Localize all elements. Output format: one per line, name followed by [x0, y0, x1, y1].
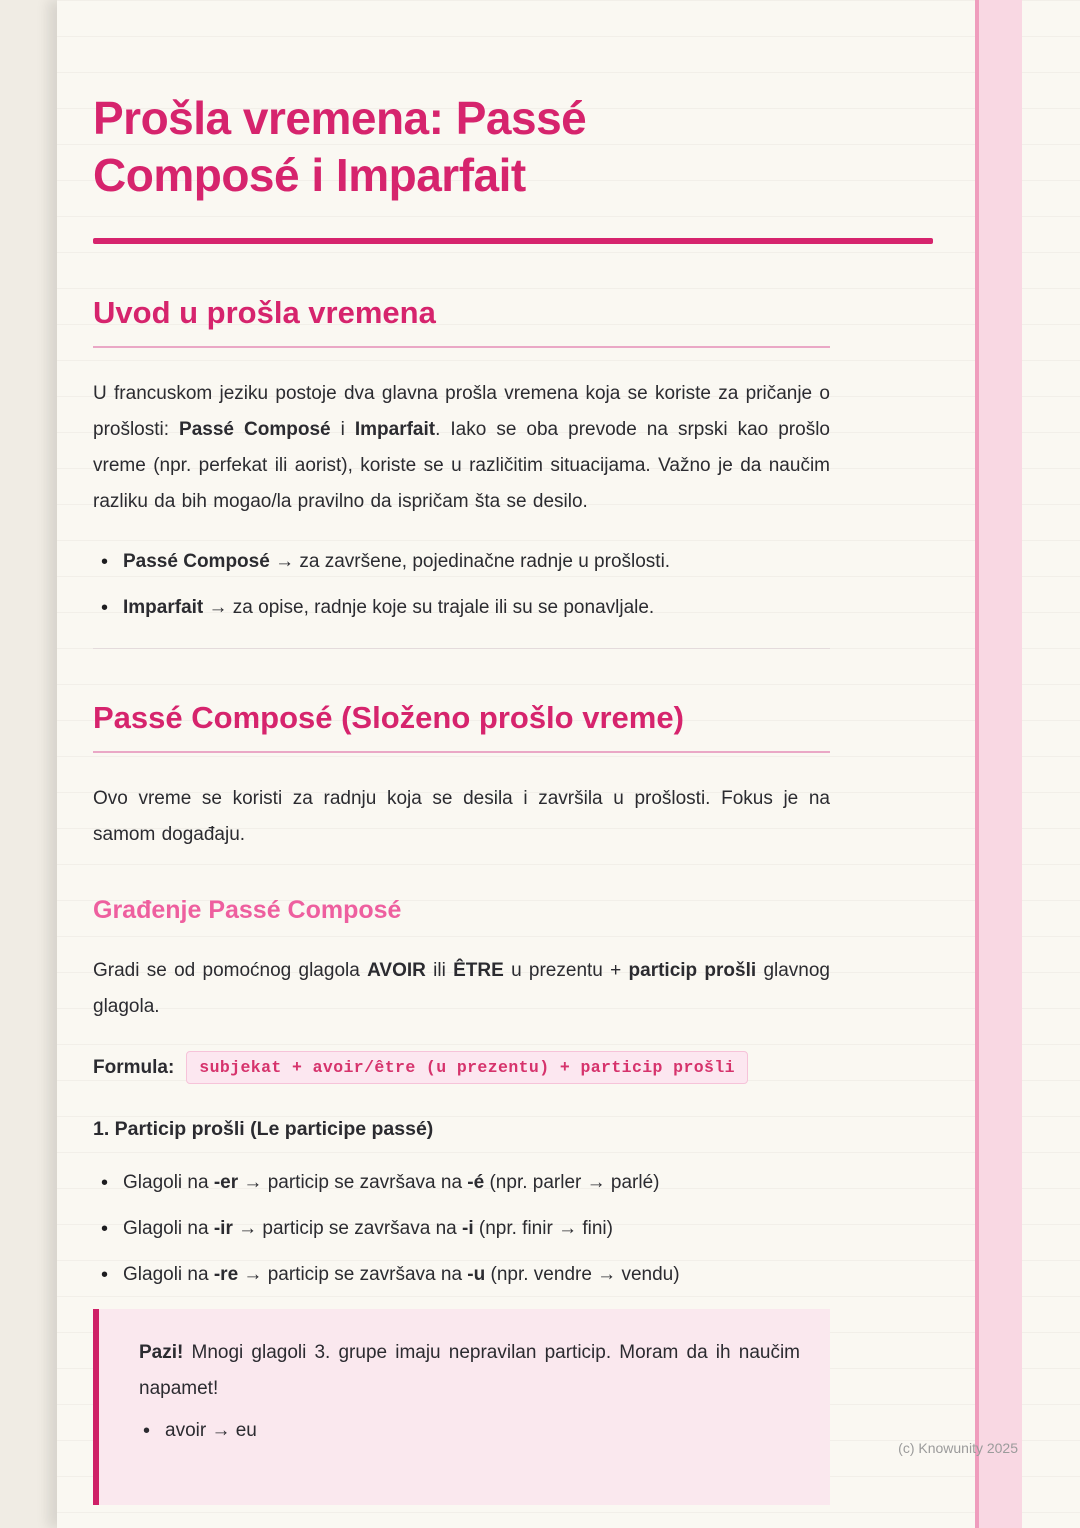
- formula-label: Formula:: [93, 1056, 175, 1078]
- intro-paragraph: [93, 376, 830, 520]
- bold-term: -i: [462, 1218, 474, 1239]
- bullet-item: • avoir → eu: [139, 1413, 800, 1449]
- bullet-text: (npr. parler → parlé): [484, 1172, 660, 1193]
- bold-term: Passé Composé: [123, 551, 270, 572]
- bullet-text: → za opise, radnje koje su trajale ili su se ponavljale.: [203, 597, 655, 618]
- section-heading-passe-compose: Passé Composé (Složeno prošlo vreme): [93, 700, 684, 735]
- formula-code: subjekat + avoir/être (u prezentu) + particip prošli: [186, 1051, 748, 1084]
- callout-box: [93, 1309, 830, 1505]
- bullet-item: [93, 1211, 830, 1247]
- callout-bold: Pazi!: [139, 1342, 184, 1363]
- formation-paragraph: [93, 953, 830, 1025]
- bold-term-avoir: AVOIR: [367, 960, 426, 981]
- document-content: [93, 0, 835, 1505]
- title-rule: [93, 238, 933, 244]
- bold-term-particip: particip prošli: [628, 960, 757, 981]
- bullet-text: → particip se završava na: [232, 1218, 462, 1239]
- usage-paragraph: Ovo vreme se koristi za radnju koja se desila i završila u prošlosti. Fokus je na samom događaju.: [93, 788, 830, 845]
- bold-term-imparfait: Imparfait: [354, 419, 436, 440]
- bold-term-passe-compose: Passé Composé: [179, 419, 331, 440]
- formation-text: glavnog glagola.: [93, 960, 830, 1017]
- bullet-item: [93, 590, 830, 626]
- callout-bullet-list: [139, 1413, 800, 1449]
- bullet-item: [93, 1257, 830, 1293]
- bold-term: -re: [213, 1264, 239, 1285]
- subheading-gradjenje: Građenje Passé Composé: [93, 896, 402, 924]
- section-rule: [93, 751, 830, 753]
- page-title: Prošla vremena: Passé Composé i Imparfait: [93, 92, 587, 201]
- section-divider: [93, 648, 830, 649]
- bullet-text: → za završene, pojedinačne radnje u prošlosti.: [269, 551, 671, 572]
- bold-term-etre: ÊTRE: [453, 960, 504, 981]
- formation-text: u prezentu +: [503, 960, 629, 981]
- participle-list-title: 1. Particip prošli (Le participe passé): [93, 1118, 434, 1140]
- bullet-item: [93, 1165, 830, 1201]
- callout-body: Mnogi glagoli 3. grupe imaju nepravilan particip. Moram da ih naučim napamet!: [139, 1342, 800, 1399]
- bullet-text: (npr. finir → fini): [473, 1218, 613, 1239]
- bold-term: -ir: [213, 1218, 233, 1239]
- section-heading-intro: Uvod u prošla vremena: [93, 295, 436, 330]
- bullet-text: → particip se završava na: [238, 1172, 468, 1193]
- bullet-text: Glagoli na: [123, 1218, 214, 1239]
- bullet-text: Glagoli na: [123, 1172, 214, 1193]
- bold-term: -er: [213, 1172, 239, 1193]
- formation-text: Gradi se od pomoćnog glagola: [93, 960, 368, 981]
- footer-credit: (c) Knowunity 2025: [898, 1440, 1018, 1456]
- pink-strip: [975, 0, 1022, 1528]
- bold-term: -é: [467, 1172, 485, 1193]
- intro-text: i: [330, 419, 355, 440]
- intro-text: . Iako se oba prevode na srpski kao prošlo vreme (npr. perfekat ili aorist), koriste se u različitim situacijama. Važno je da naučim razliku da bih mogao/la pravilno da ispričam šta se desilo.: [93, 419, 830, 512]
- bullet-item: [93, 544, 830, 580]
- formation-text: ili: [425, 960, 454, 981]
- bullet-text: (npr. vendre → vendu): [485, 1264, 680, 1285]
- callout-text: [139, 1335, 800, 1407]
- participle-bullet-list: [93, 1165, 830, 1293]
- section-rule: [93, 346, 830, 348]
- bullet-text: → particip se završava na: [238, 1264, 468, 1285]
- intro-bullet-list: [93, 544, 830, 626]
- bold-term: -u: [467, 1264, 486, 1285]
- bullet-text: Glagoli na: [123, 1264, 214, 1285]
- bold-term: Imparfait: [123, 597, 204, 618]
- formula-row: [93, 1051, 835, 1084]
- intro-text: U francuskom jeziku postoje dva glavna prošla vremena koja se koriste za pričanje o prošlosti:: [93, 383, 830, 440]
